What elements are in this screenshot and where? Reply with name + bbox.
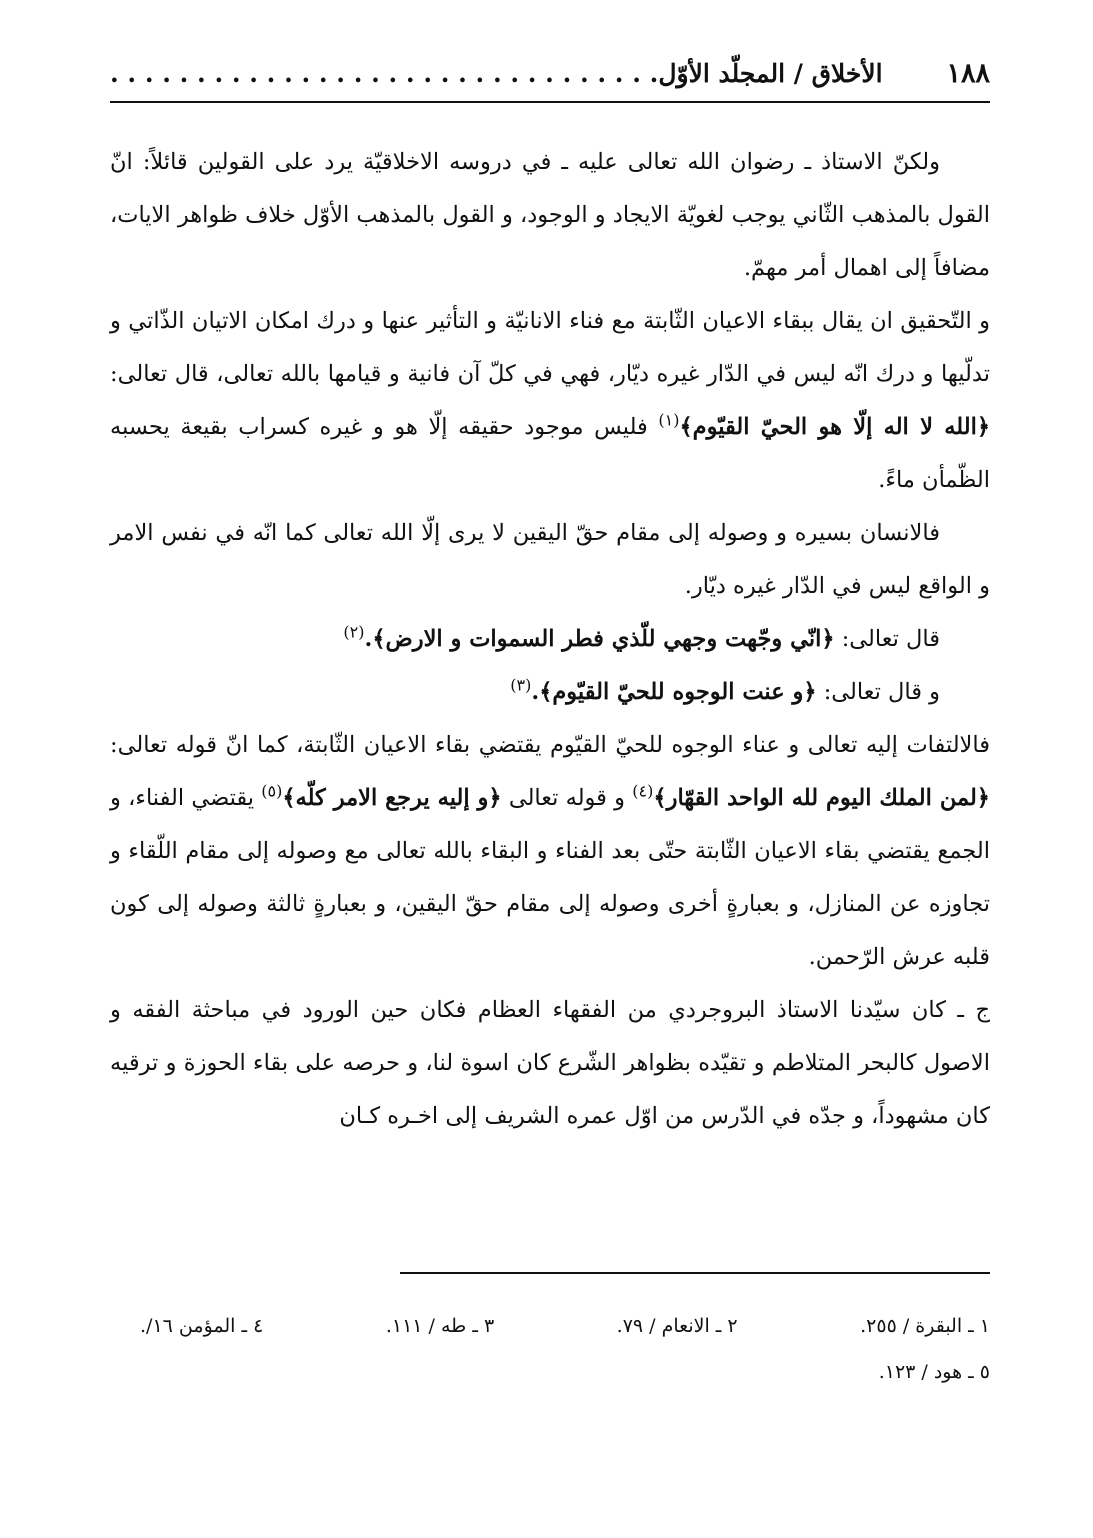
quran-verse: ﴿انّي وجّهت وجهي للّذي فطر السموات و الارض﴾. xyxy=(364,626,835,652)
quran-verse: ﴿و إليه يرجع الامر كلّه﴾ xyxy=(282,785,502,811)
page-header xyxy=(110,50,990,96)
footnote-4: ٤ ـ المؤمن ١٦/. xyxy=(140,1315,264,1337)
footnote-5: ٥ ـ هود / ١٢٣. xyxy=(878,1361,990,1383)
header-rule xyxy=(110,101,990,103)
footnote-ref: (٢) xyxy=(343,622,365,642)
footnote-ref: (١) xyxy=(658,410,680,430)
footnote-row xyxy=(140,1303,990,1349)
footnote-ref: (٤) xyxy=(632,781,654,801)
paragraph-5: ج ـ كان سيّدنا الاستاذ البروجردي من الفقهاء العظام فكان حين الورود في مباحثة الفقه و الاصول كالبحر المتلاطم و تقيّده بظواهر الشّرع كان اسوة لنا، و حرصه على بقاء الحوزة و ترقيه كان مشهوداً، و جدّه في الدّرس من اوّل عمره الشريف إلى اخـره كـان xyxy=(110,997,990,1129)
footnote-3: ٣ ـ طه / ١١١. xyxy=(385,1315,495,1337)
leader-dots: . . . . . . . . . . . . . . . . . . . . . . . . . . . . . . . . xyxy=(110,58,659,88)
paragraph-2 xyxy=(110,295,990,507)
paragraph-1: ولكنّ الاستاذ ـ رضوان الله تعالى عليه ـ في دروسه الاخلاقيّة يرد على القولين قائلاً: انّ القول بالمذهب الثّاني يوجب لغويّة الايجاد و الوجود، و القول بالمذهب الأوّل خلاف ظواهر الايات، مضافاً إلى اهمال أمر مهمّ. xyxy=(110,149,990,281)
paragraph-4 xyxy=(110,719,990,984)
quran-verse: ﴿و عنت الوجوه للحيّ القيّوم﴾. xyxy=(531,679,817,705)
running-title xyxy=(110,59,883,88)
paragraph-4-text-b: و قوله تعالى xyxy=(501,785,633,811)
paragraph-4-text-c: يقتضي الفناء، و الجمع يقتضي بقاء الاعيان الثّابتة حتّى بعد الفناء و البقاء بالله تعالى مع وصوله إلى مقام اللّقاء و تجاوزه عن المنازل، و بعبارةٍ أخرى وصوله إلى مقام حقّ اليقين، و بعبارةٍ ثالثة وصوله إلى كون قلبه عرش الرّحمن. xyxy=(110,785,990,970)
paragraph-2-text-a: و التّحقيق ان يقال ببقاء الاعيان الثّابتة مع فناء الانانيّة و التأثير عنها و درك امكان الاتيان الذّاتي و تدلّيها و درك انّه ليس في الدّار غيره ديّار، فهي في كلّ آن فانية و قيامها بالله تعالى، قال تعالى: xyxy=(110,308,990,387)
footnote-2: ٢ ـ الانعام / ٧٩. xyxy=(616,1315,738,1337)
footnote-row xyxy=(140,1349,990,1395)
paragraph-2-text-b: فليس موجود حقيقه إلّا هو و غيره كسراب بقيعة يحسبه الظّمأن ماءً. xyxy=(110,414,990,493)
verse-line-1-lead: قال تعالى: xyxy=(834,626,940,652)
running-title-text: الأخلاق / المجلّد الأوّل xyxy=(658,58,883,88)
verse-line-2 xyxy=(110,666,990,719)
quran-verse: ﴿لمن الملك اليوم لله الواحد القهّار﴾ xyxy=(653,785,990,811)
footnotes xyxy=(140,1303,990,1395)
verse-line-2-lead: و قال تعالى: xyxy=(816,679,940,705)
page-number: ١٨٨ xyxy=(946,57,990,89)
footnote-rule xyxy=(400,1272,990,1274)
paragraph-4-text-a: فالالتفات إليه تعالى و عناء الوجوه للحيّ القيّوم يقتضي بقاء الاعيان الثّابتة، كما انّ قوله تعالى: xyxy=(110,732,990,758)
footnote-ref: (٥) xyxy=(261,781,283,801)
footnote-ref: (٣) xyxy=(510,675,532,695)
verse-line-1 xyxy=(110,613,990,666)
footnote-1: ١ ـ البقرة / ٢٥٥. xyxy=(860,1315,990,1337)
paragraph-3: فالانسان بسيره و وصوله إلى مقام حقّ اليقين لا يرى إلّا الله تعالى كما انّه في نفس الامر و الواقع ليس في الدّار غيره ديّار. xyxy=(110,520,990,599)
quran-verse: ﴿الله لا اله إلّا هو الحيّ القيّوم﴾ xyxy=(679,414,991,440)
body-text xyxy=(110,136,990,1143)
